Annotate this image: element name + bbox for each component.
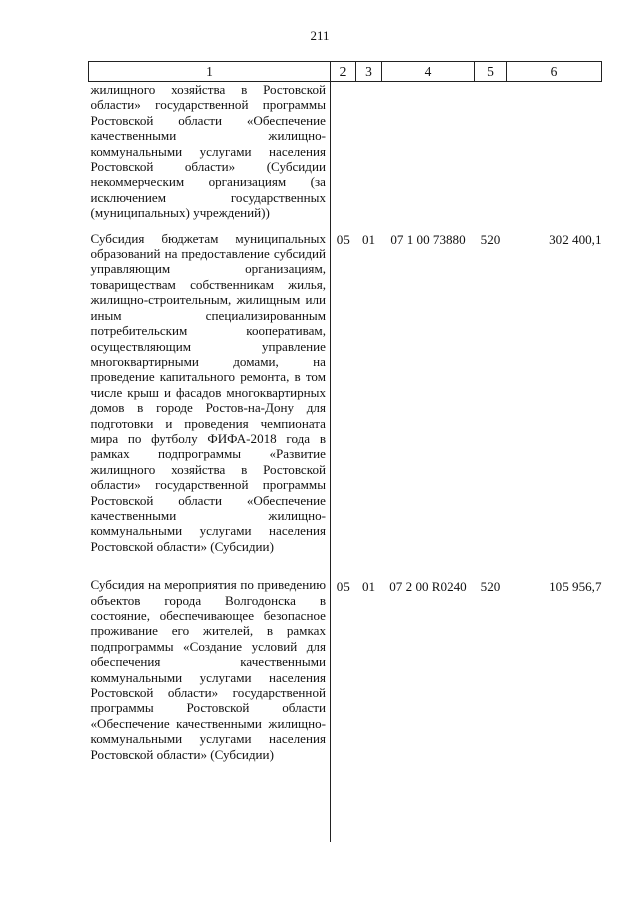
header-col-2: 2: [331, 62, 356, 82]
row-amount: 302 400,1: [549, 231, 602, 247]
row-description: жилищного хозяйства в Ростовской области» государственной программы Ростовской области «Обеспечение качественными жилищно-коммунальными услугами населения Ростовской области» (Субсидии некоммерческим организациям (за исключением государственных (муниципальных) учреждений)): [89, 82, 331, 230]
row-amount: 105 956,7: [549, 579, 602, 595]
row-expense-type: [475, 82, 507, 230]
row-subsection: [356, 82, 382, 230]
header-col-3: 3: [356, 62, 382, 82]
row-expense-type: 520: [480, 579, 501, 595]
row-description: Субсидия бюджетам муниципальных образований на предоставление субсидий управляющим организациям, товариществам собственникам жилья, жилищно-строительным, жилищным или иным специализированным потребительским кооперативам, осуществляющим управление многоквартирными домами, на проведение капитального ремонта, в том числе крыш и фасадов многоквартирных домов в городе Ростов-на-Дону для подготовки и проведения чемпионата мира по футболу ФИФА-2018 года в рамках подпрограммы «Развитие жилищного хозяйства в Ростовской области» государственной программы Ростовской области «Обеспечение качественными жилищно-коммунальными услугами населения Ростовской области» (Субсидии): [89, 230, 331, 578]
row-section: 05: [336, 231, 350, 247]
row-amount: [507, 82, 602, 230]
header-col-4: 4: [382, 62, 475, 82]
row-target-article: 07 2 00 R0240: [389, 579, 467, 595]
row-target-article: [382, 82, 475, 230]
page-number: 211: [310, 28, 330, 43]
row-target-article: 07 1 00 73880: [390, 231, 466, 247]
table-header-row: [89, 62, 602, 82]
row-subsection: 01: [361, 579, 376, 595]
header-col-1: 1: [89, 62, 331, 82]
table-row: [89, 82, 602, 230]
table-row: [89, 577, 602, 842]
header-col-5: 5: [475, 62, 507, 82]
budget-table: [88, 61, 602, 842]
row-section: [331, 82, 356, 230]
row-section: 05: [336, 579, 350, 595]
table-row: [89, 230, 602, 578]
row-expense-type: 520: [480, 231, 501, 247]
row-description: Субсидия на мероприятия по приведению объектов города Волгодонска в состояние, обеспечивающее безопасное проживание его жителей, в рамках подпрограммы «Создание условий для обеспечения качественными коммунальными услугами населения Ростовской области» государственной программы Ростовской области «Обеспечение качественными жилищно-коммунальными услугами населения Ростовской области» (Субсидии): [89, 577, 331, 842]
row-subsection: 01: [361, 231, 376, 247]
header-col-6: 6: [507, 62, 602, 82]
